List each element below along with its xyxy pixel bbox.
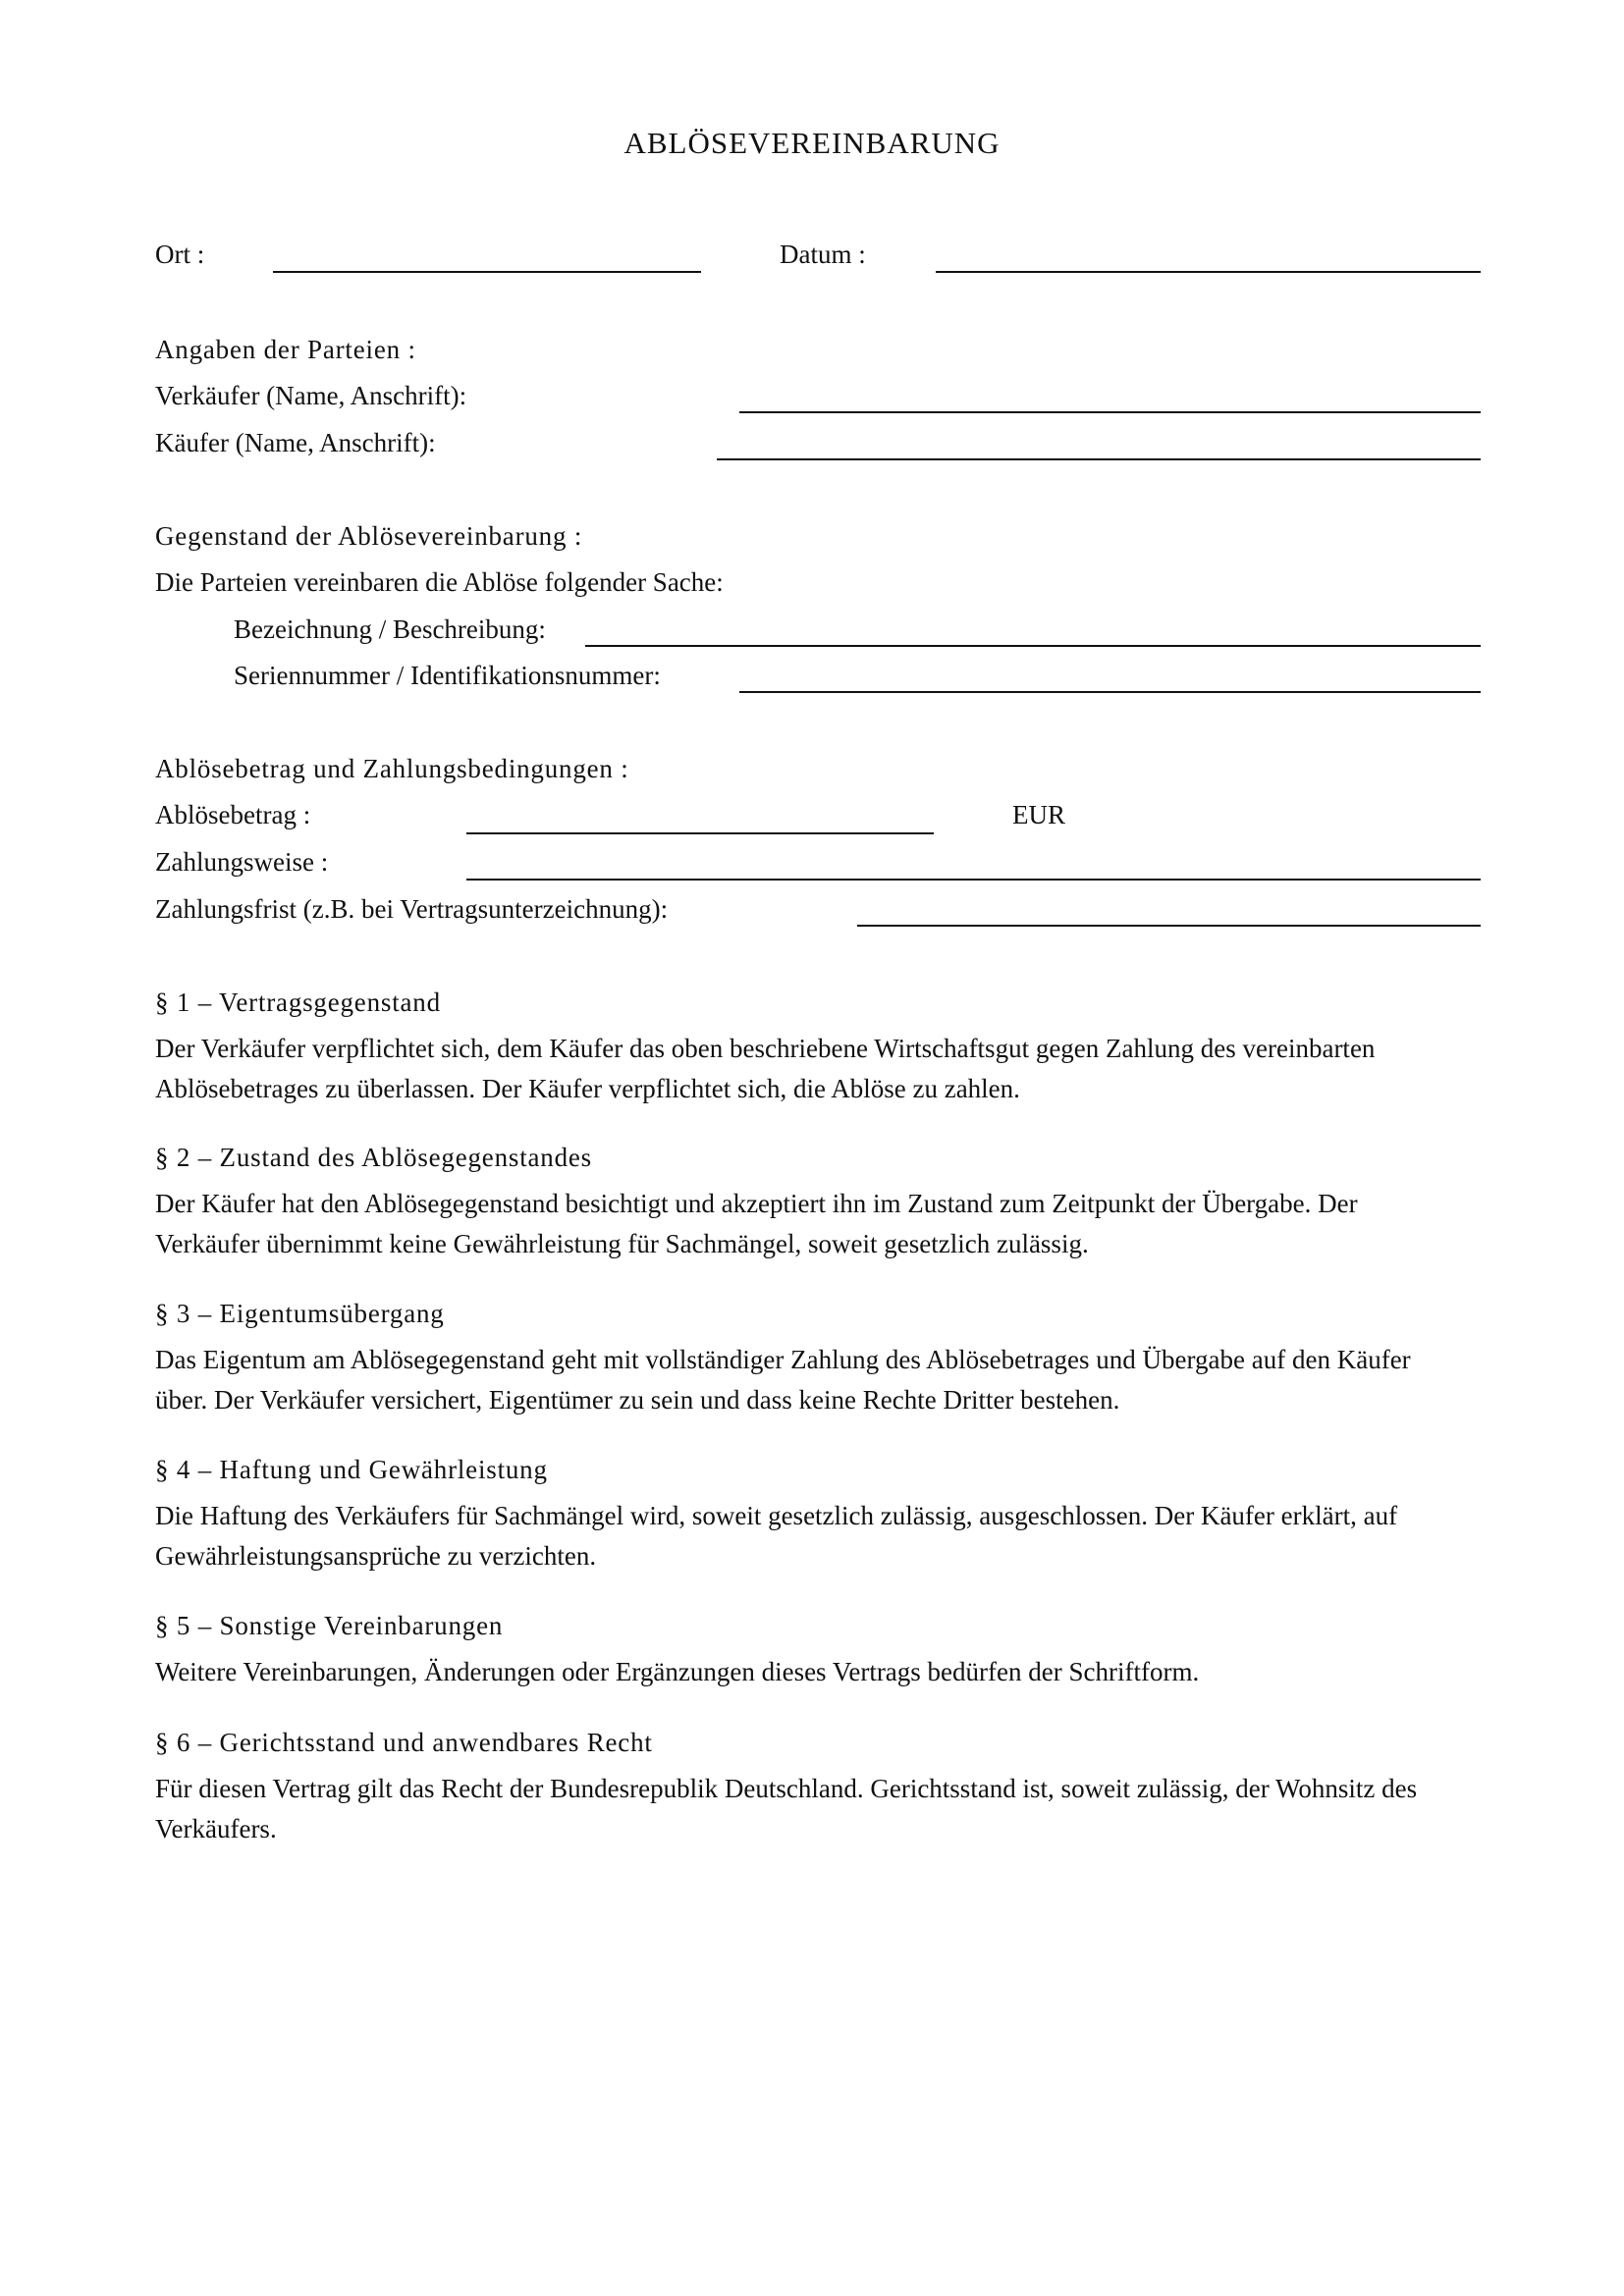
section-6-heading: § 6 – Gerichtsstand und anwendbares Recht [155,1728,653,1757]
section-5-text-line-1: Weitere Vereinbarungen, Änderungen oder Ergänzungen dieses Vertrags bedürfen der Schriftform. [155,1657,1200,1686]
deadline-input-line[interactable] [857,925,1481,927]
section-6-text-line-2: Verkäufers. [155,1814,277,1843]
ort-input-line[interactable] [273,271,701,273]
method-input-line[interactable] [466,879,1481,881]
section-4-text-line-2: Gewährleistungsansprüche zu verzichten. [155,1541,597,1571]
section-2-heading: § 2 – Zustand des Ablösegegenstandes [155,1143,592,1172]
amount-label: Ablösebetrag : [155,800,311,829]
serial-input-line[interactable] [739,691,1481,693]
datum-input-line[interactable] [936,271,1481,273]
document-title: ABLÖSEVEREINBARUNG [623,126,1001,160]
section-6-text-line-1: Für diesen Vertrag gilt das Recht der Bundesrepublik Deutschland. Gerichtsstand ist, soweit zulässig, der Wohnsitz des [155,1774,1418,1803]
section-3-text-line-2: über. Der Verkäufer versichert, Eigentümer zu sein und dass keine Rechte Dritter bestehen. [155,1385,1120,1415]
section-1-text-line-1: Der Verkäufer verpflichtet sich, dem Käufer das oben beschriebene Wirtschaftsgut gegen Zahlung des vereinbarten [155,1034,1376,1063]
section-3-text-line-1: Das Eigentum am Ablösegegenstand geht mit vollständiger Zahlung des Ablösebetrages und Übergabe auf den Käufer [155,1345,1411,1374]
seller-input-line[interactable] [739,411,1481,413]
ort-label: Ort : [155,240,205,269]
section-2-text-line-2: Verkäufer übernimmt keine Gewährleistung für Sachmängel, soweit gesetzlich zulässig. [155,1229,1089,1258]
method-label: Zahlungsweise : [155,847,329,877]
section-3-heading: § 3 – Eigentumsübergang [155,1299,445,1328]
payment-heading: Ablösebetrag und Zahlungsbedingungen : [155,754,629,783]
parties-heading: Angaben der Parteien : [155,335,416,364]
buyer-label: Käufer (Name, Anschrift): [155,428,436,457]
serial-label: Seriennummer / Identifikationsnummer: [234,661,661,690]
section-2-text-line-1: Der Käufer hat den Ablösegegenstand besichtigt und akzeptiert ihn im Zustand zum Zeitpunkt der Übergabe. Der [155,1189,1358,1218]
seller-label: Verkäufer (Name, Anschrift): [155,381,467,410]
description-input-line[interactable] [585,645,1481,647]
section-1-text-line-2: Ablösebetrages zu überlassen. Der Käufer verpflichtet sich, die Ablöse zu zahlen. [155,1074,1020,1103]
currency-label: EUR [1012,800,1065,829]
subject-heading: Gegenstand der Ablösevereinbarung : [155,521,583,551]
description-label: Bezeichnung / Beschreibung: [234,614,546,644]
subject-intro: Die Parteien vereinbaren die Ablöse folgender Sache: [155,567,724,597]
section-4-heading: § 4 – Haftung und Gewährleistung [155,1455,548,1484]
amount-input-line[interactable] [466,832,934,834]
datum-label: Datum : [780,240,866,269]
section-4-text-line-1: Die Haftung des Verkäufers für Sachmängel wird, soweit gesetzlich zulässig, ausgeschlossen. Der Käufer erklärt, auf [155,1501,1398,1530]
section-1-heading: § 1 – Vertragsgegenstand [155,988,441,1017]
deadline-label: Zahlungsfrist (z.B. bei Vertragsunterzeichnung): [155,894,669,924]
section-5-heading: § 5 – Sonstige Vereinbarungen [155,1611,504,1640]
buyer-input-line[interactable] [717,458,1481,460]
